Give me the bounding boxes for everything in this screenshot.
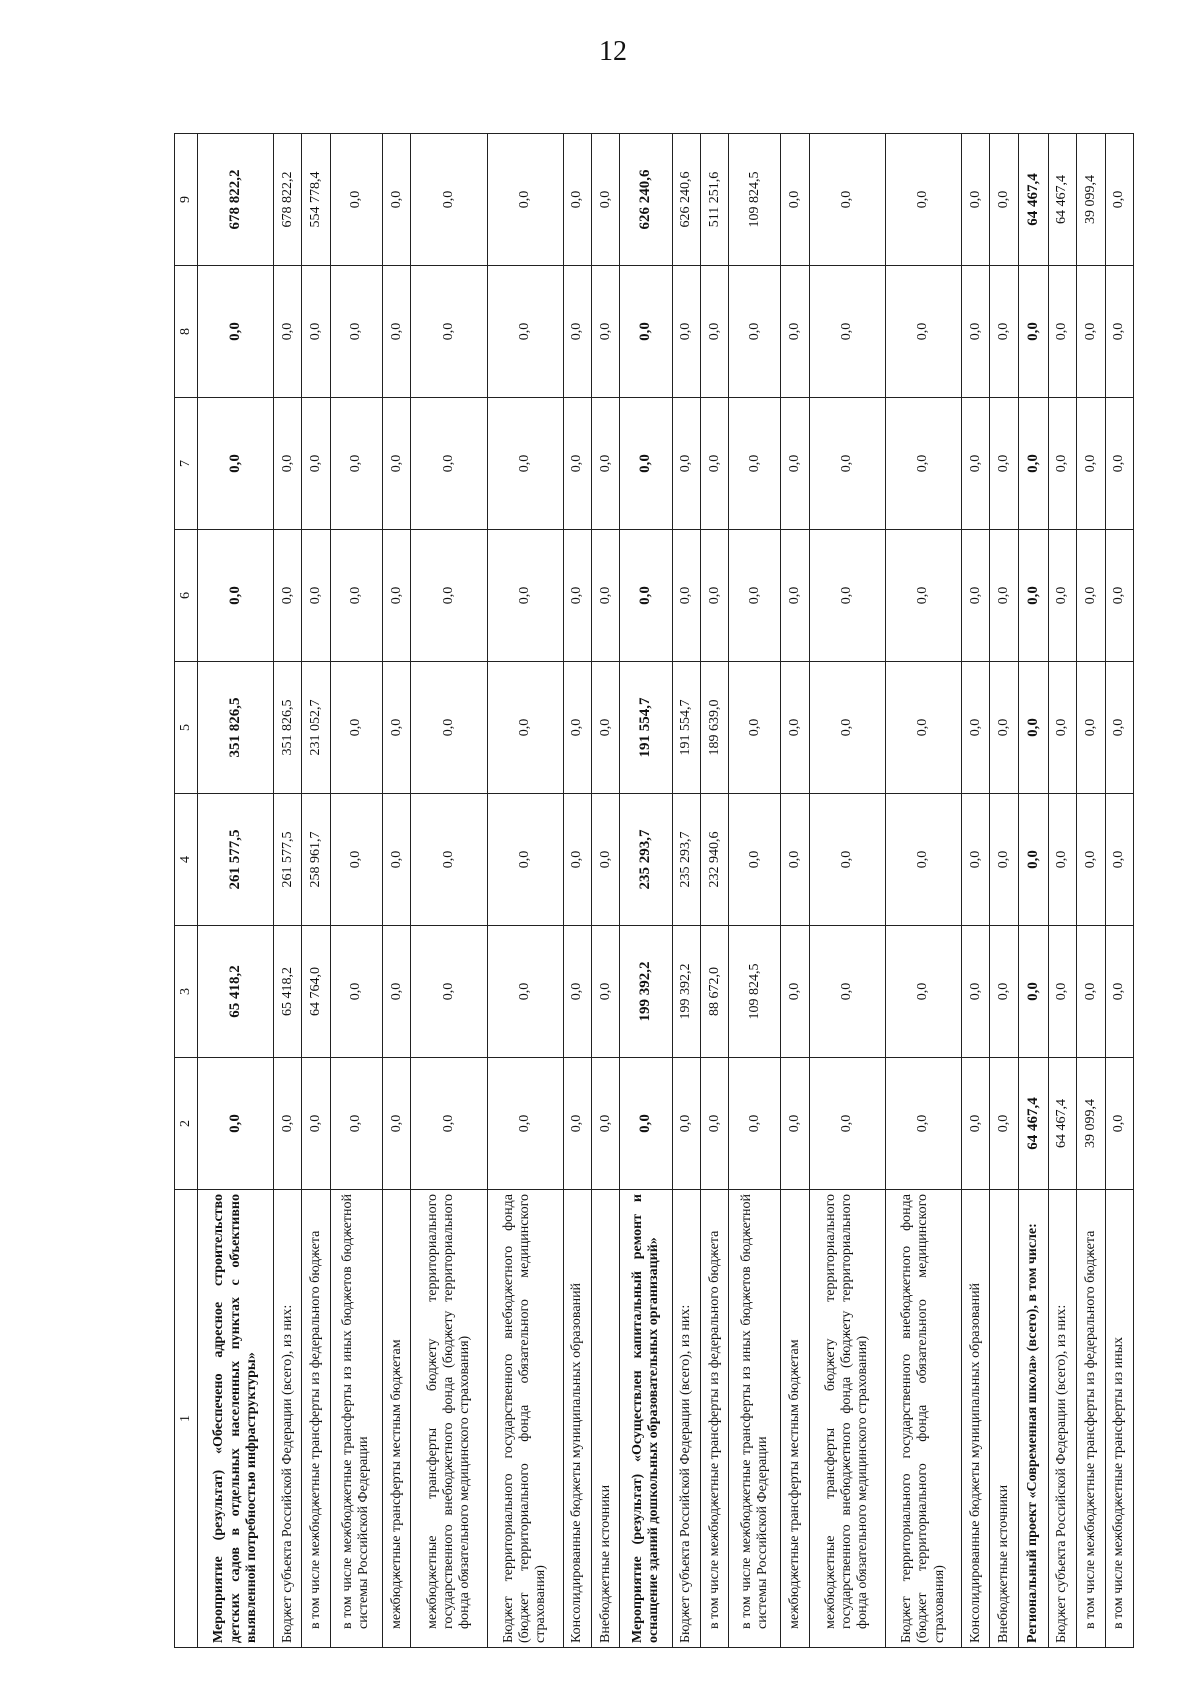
value-cell: 0,0 [1105,926,1133,1058]
value-cell: 0,0 [1105,794,1133,926]
value-cell: 235 293,7 [620,794,672,926]
value-cell: 0,0 [487,794,563,926]
value-cell: 0,0 [1105,1058,1133,1190]
value-cell: 0,0 [383,794,411,926]
value-cell: 0,0 [672,1058,700,1190]
value-cell: 0,0 [330,926,382,1058]
row-label: Региональный проект «Современная школа» (всего), в том числе: [1018,1190,1048,1648]
value-cell: 191 554,7 [620,662,672,794]
table-row [700,134,728,1648]
table-row [885,134,961,1648]
value-cell: 0,0 [1077,662,1105,794]
row-label: Мероприятие (результат) «Осуществлен капитальный ремонт и оснащение зданий дошкольных образовательных организаций» [620,1190,672,1648]
value-cell: 511 251,6 [700,134,728,266]
value-cell: 0,0 [1105,398,1133,530]
row-label: Бюджет территориального государственного внебюджетного фонда (бюджет территориального фонда обязательного медицинского страхования) [487,1190,563,1648]
value-cell: 0,0 [487,926,563,1058]
value-cell: 0,0 [990,266,1018,398]
table-row [411,134,487,1648]
table-body [198,134,1134,1648]
value-cell: 0,0 [809,530,885,662]
value-cell: 235 293,7 [672,794,700,926]
value-cell: 0,0 [198,398,274,530]
column-header-3: 3 [175,926,198,1058]
value-cell: 0,0 [330,662,382,794]
value-cell: 231 052,7 [302,662,330,794]
value-cell: 678 822,2 [274,134,302,266]
value-cell: 0,0 [620,1058,672,1190]
value-cell: 64 467,4 [1048,134,1076,266]
value-cell: 0,0 [383,398,411,530]
rotated-table-container [174,134,1134,1648]
value-cell: 0,0 [563,530,591,662]
value-cell: 0,0 [1048,926,1076,1058]
value-cell: 0,0 [487,1058,563,1190]
table-row [330,134,382,1648]
value-cell: 0,0 [700,266,728,398]
value-cell: 0,0 [383,926,411,1058]
value-cell: 0,0 [330,398,382,530]
value-cell: 0,0 [620,398,672,530]
value-cell: 0,0 [1048,266,1076,398]
value-cell: 0,0 [781,1058,809,1190]
value-cell: 232 940,6 [700,794,728,926]
value-cell: 0,0 [990,926,1018,1058]
value-cell: 0,0 [591,1058,619,1190]
value-cell: 0,0 [1048,662,1076,794]
row-label: межбюджетные трансферты бюджету территориального государственного внебюджетного фонда (бюджету территориального фонда обязательного медицинского страхования) [809,1190,885,1648]
value-cell: 189 639,0 [700,662,728,794]
table-row [274,134,302,1648]
table-row [198,134,274,1648]
value-cell: 0,0 [411,1058,487,1190]
value-cell: 0,0 [487,398,563,530]
value-cell: 0,0 [1105,266,1133,398]
value-cell: 0,0 [729,266,781,398]
value-cell: 0,0 [563,266,591,398]
value-cell: 65 418,2 [274,926,302,1058]
row-label: Бюджет субъекта Российской Федерации (всего), из них: [1048,1190,1076,1648]
value-cell: 0,0 [411,266,487,398]
value-cell: 109 824,5 [729,926,781,1058]
value-cell: 0,0 [487,266,563,398]
value-cell: 0,0 [809,1058,885,1190]
value-cell: 65 418,2 [198,926,274,1058]
column-header-8: 8 [175,266,198,398]
value-cell: 0,0 [990,530,1018,662]
value-cell: 0,0 [487,662,563,794]
value-cell: 0,0 [1105,134,1133,266]
value-cell: 0,0 [411,926,487,1058]
budget-table [174,133,1134,1648]
column-header-2: 2 [175,1058,198,1190]
value-cell: 0,0 [591,266,619,398]
value-cell: 0,0 [729,398,781,530]
value-cell: 0,0 [330,134,382,266]
value-cell: 0,0 [990,134,1018,266]
column-header-4: 4 [175,794,198,926]
value-cell: 39 099,4 [1077,134,1105,266]
value-cell: 64 467,4 [1048,1058,1076,1190]
value-cell: 39 099,4 [1077,1058,1105,1190]
value-cell: 0,0 [411,662,487,794]
value-cell: 0,0 [487,530,563,662]
value-cell: 0,0 [885,266,961,398]
value-cell: 0,0 [1077,398,1105,530]
page-number: 12 [599,36,627,67]
value-cell: 261 577,5 [274,794,302,926]
value-cell: 0,0 [302,266,330,398]
value-cell: 0,0 [591,926,619,1058]
value-cell: 0,0 [198,530,274,662]
value-cell: 0,0 [383,1058,411,1190]
row-label: в том числе межбюджетные трансферты из иных бюджетов бюджетной системы Российской Федерации [330,1190,382,1648]
value-cell: 0,0 [563,794,591,926]
value-cell: 64 467,4 [1018,134,1048,266]
table-row [1105,134,1133,1648]
value-cell: 0,0 [563,398,591,530]
row-label: в том числе межбюджетные трансферты из федерального бюджета [1077,1190,1105,1648]
value-cell: 0,0 [885,662,961,794]
value-cell: 0,0 [990,794,1018,926]
value-cell: 0,0 [411,398,487,530]
value-cell: 0,0 [700,398,728,530]
table-row [1018,134,1048,1648]
row-label: Консолидированные бюджеты муниципальных образований [563,1190,591,1648]
value-cell: 0,0 [1077,794,1105,926]
column-header-1: 1 [175,1190,198,1648]
value-cell: 0,0 [1105,530,1133,662]
table-header-row [175,134,198,1648]
value-cell: 0,0 [672,266,700,398]
column-header-5: 5 [175,662,198,794]
table-row [781,134,809,1648]
value-cell: 0,0 [302,530,330,662]
value-cell: 0,0 [700,1058,728,1190]
value-cell: 0,0 [274,266,302,398]
row-label: Бюджет субъекта Российской Федерации (всего), из них: [274,1190,302,1648]
value-cell: 0,0 [620,266,672,398]
value-cell: 0,0 [274,1058,302,1190]
value-cell: 0,0 [962,662,990,794]
value-cell: 0,0 [781,398,809,530]
value-cell: 0,0 [411,134,487,266]
table-row [672,134,700,1648]
row-label: межбюджетные трансферты местным бюджетам [781,1190,809,1648]
value-cell: 626 240,6 [620,134,672,266]
value-cell: 199 392,2 [620,926,672,1058]
value-cell: 0,0 [302,1058,330,1190]
value-cell: 0,0 [487,134,563,266]
value-cell: 0,0 [383,266,411,398]
value-cell: 0,0 [330,530,382,662]
table-row [1048,134,1076,1648]
value-cell: 258 961,7 [302,794,330,926]
value-cell: 0,0 [1018,926,1048,1058]
value-cell: 0,0 [383,662,411,794]
value-cell: 0,0 [383,134,411,266]
value-cell: 0,0 [885,794,961,926]
value-cell: 0,0 [1105,662,1133,794]
value-cell: 0,0 [885,398,961,530]
row-label: Мероприятие (результат) «Обеспечено адресное строительство детских садов в отдельных населенных пунктах с объективно выявленной потребностью инфраструктуры» [198,1190,274,1648]
value-cell: 0,0 [672,530,700,662]
value-cell: 0,0 [1048,530,1076,662]
value-cell: 0,0 [962,1058,990,1190]
value-cell: 0,0 [729,530,781,662]
row-label: межбюджетные трансферты бюджету территориального государственного внебюджетного фонда (бюджету территориального фонда обязательного медицинского страхования) [411,1190,487,1648]
row-label: в том числе межбюджетные трансферты из иных [1105,1190,1133,1648]
row-label: Бюджет субъекта Российской Федерации (всего), из них: [672,1190,700,1648]
value-cell: 0,0 [274,398,302,530]
table-row [1077,134,1105,1648]
value-cell: 0,0 [781,530,809,662]
value-cell: 199 392,2 [672,926,700,1058]
value-cell: 0,0 [591,398,619,530]
table-row [809,134,885,1648]
value-cell: 0,0 [1077,530,1105,662]
value-cell: 0,0 [591,530,619,662]
value-cell: 0,0 [809,134,885,266]
value-cell: 0,0 [885,134,961,266]
value-cell: 0,0 [591,134,619,266]
row-label: Внебюджетные источники [990,1190,1018,1648]
value-cell: 0,0 [781,926,809,1058]
column-header-9: 9 [175,134,198,266]
row-label: Консолидированные бюджеты муниципальных образований [962,1190,990,1648]
table-row [620,134,672,1648]
row-label: межбюджетные трансферты местным бюджетам [383,1190,411,1648]
value-cell: 0,0 [1018,266,1048,398]
row-label: в том числе межбюджетные трансферты из федерального бюджета [700,1190,728,1648]
value-cell: 0,0 [781,134,809,266]
value-cell: 0,0 [990,398,1018,530]
value-cell: 0,0 [809,662,885,794]
value-cell: 0,0 [781,266,809,398]
value-cell: 0,0 [885,1058,961,1190]
value-cell: 0,0 [330,1058,382,1190]
value-cell: 0,0 [563,926,591,1058]
value-cell: 0,0 [330,266,382,398]
value-cell: 0,0 [962,530,990,662]
value-cell: 0,0 [885,530,961,662]
value-cell: 0,0 [672,398,700,530]
value-cell: 0,0 [1077,926,1105,1058]
column-header-7: 7 [175,398,198,530]
row-label: Внебюджетные источники [591,1190,619,1648]
value-cell: 64 467,4 [1018,1058,1048,1190]
value-cell: 0,0 [781,794,809,926]
value-cell: 191 554,7 [672,662,700,794]
value-cell: 0,0 [563,662,591,794]
value-cell: 0,0 [809,794,885,926]
value-cell: 0,0 [330,794,382,926]
value-cell: 0,0 [990,1058,1018,1190]
value-cell: 0,0 [962,266,990,398]
value-cell: 0,0 [302,398,330,530]
table-row [487,134,563,1648]
table-row [383,134,411,1648]
value-cell: 0,0 [962,926,990,1058]
value-cell: 0,0 [411,794,487,926]
table-row [563,134,591,1648]
value-cell: 0,0 [729,1058,781,1190]
value-cell: 626 240,6 [672,134,700,266]
value-cell: 351 826,5 [198,662,274,794]
value-cell: 0,0 [383,530,411,662]
value-cell: 351 826,5 [274,662,302,794]
value-cell: 0,0 [563,134,591,266]
value-cell: 0,0 [809,926,885,1058]
value-cell: 64 764,0 [302,926,330,1058]
value-cell: 0,0 [700,530,728,662]
value-cell: 109 824,5 [729,134,781,266]
value-cell: 0,0 [809,266,885,398]
value-cell: 0,0 [962,398,990,530]
table-row [302,134,330,1648]
value-cell: 0,0 [1048,794,1076,926]
value-cell: 0,0 [591,794,619,926]
row-label: в том числе межбюджетные трансферты из иных бюджетов бюджетной системы Российской Федерации [729,1190,781,1648]
value-cell: 678 822,2 [198,134,274,266]
column-header-6: 6 [175,530,198,662]
value-cell: 0,0 [563,1058,591,1190]
value-cell: 0,0 [962,794,990,926]
value-cell: 0,0 [1018,662,1048,794]
value-cell: 0,0 [274,530,302,662]
value-cell: 0,0 [620,530,672,662]
value-cell: 0,0 [1048,398,1076,530]
table-row [729,134,781,1648]
value-cell: 261 577,5 [198,794,274,926]
value-cell: 0,0 [729,794,781,926]
table-row [962,134,990,1648]
value-cell: 0,0 [1018,530,1048,662]
row-label: в том числе межбюджетные трансферты из федерального бюджета [302,1190,330,1648]
value-cell: 0,0 [729,662,781,794]
value-cell: 0,0 [198,1058,274,1190]
value-cell: 88 672,0 [700,926,728,1058]
value-cell: 0,0 [1077,266,1105,398]
value-cell: 0,0 [962,134,990,266]
value-cell: 0,0 [591,662,619,794]
value-cell: 0,0 [781,662,809,794]
value-cell: 554 778,4 [302,134,330,266]
row-label: Бюджет территориального государственного внебюджетного фонда (бюджет территориального фонда обязательного медицинского страхования) [885,1190,961,1648]
value-cell: 0,0 [1018,398,1048,530]
value-cell: 0,0 [1018,794,1048,926]
value-cell: 0,0 [809,398,885,530]
table-row [990,134,1018,1648]
value-cell: 0,0 [885,926,961,1058]
value-cell: 0,0 [990,662,1018,794]
value-cell: 0,0 [198,266,274,398]
table-row [591,134,619,1648]
value-cell: 0,0 [411,530,487,662]
